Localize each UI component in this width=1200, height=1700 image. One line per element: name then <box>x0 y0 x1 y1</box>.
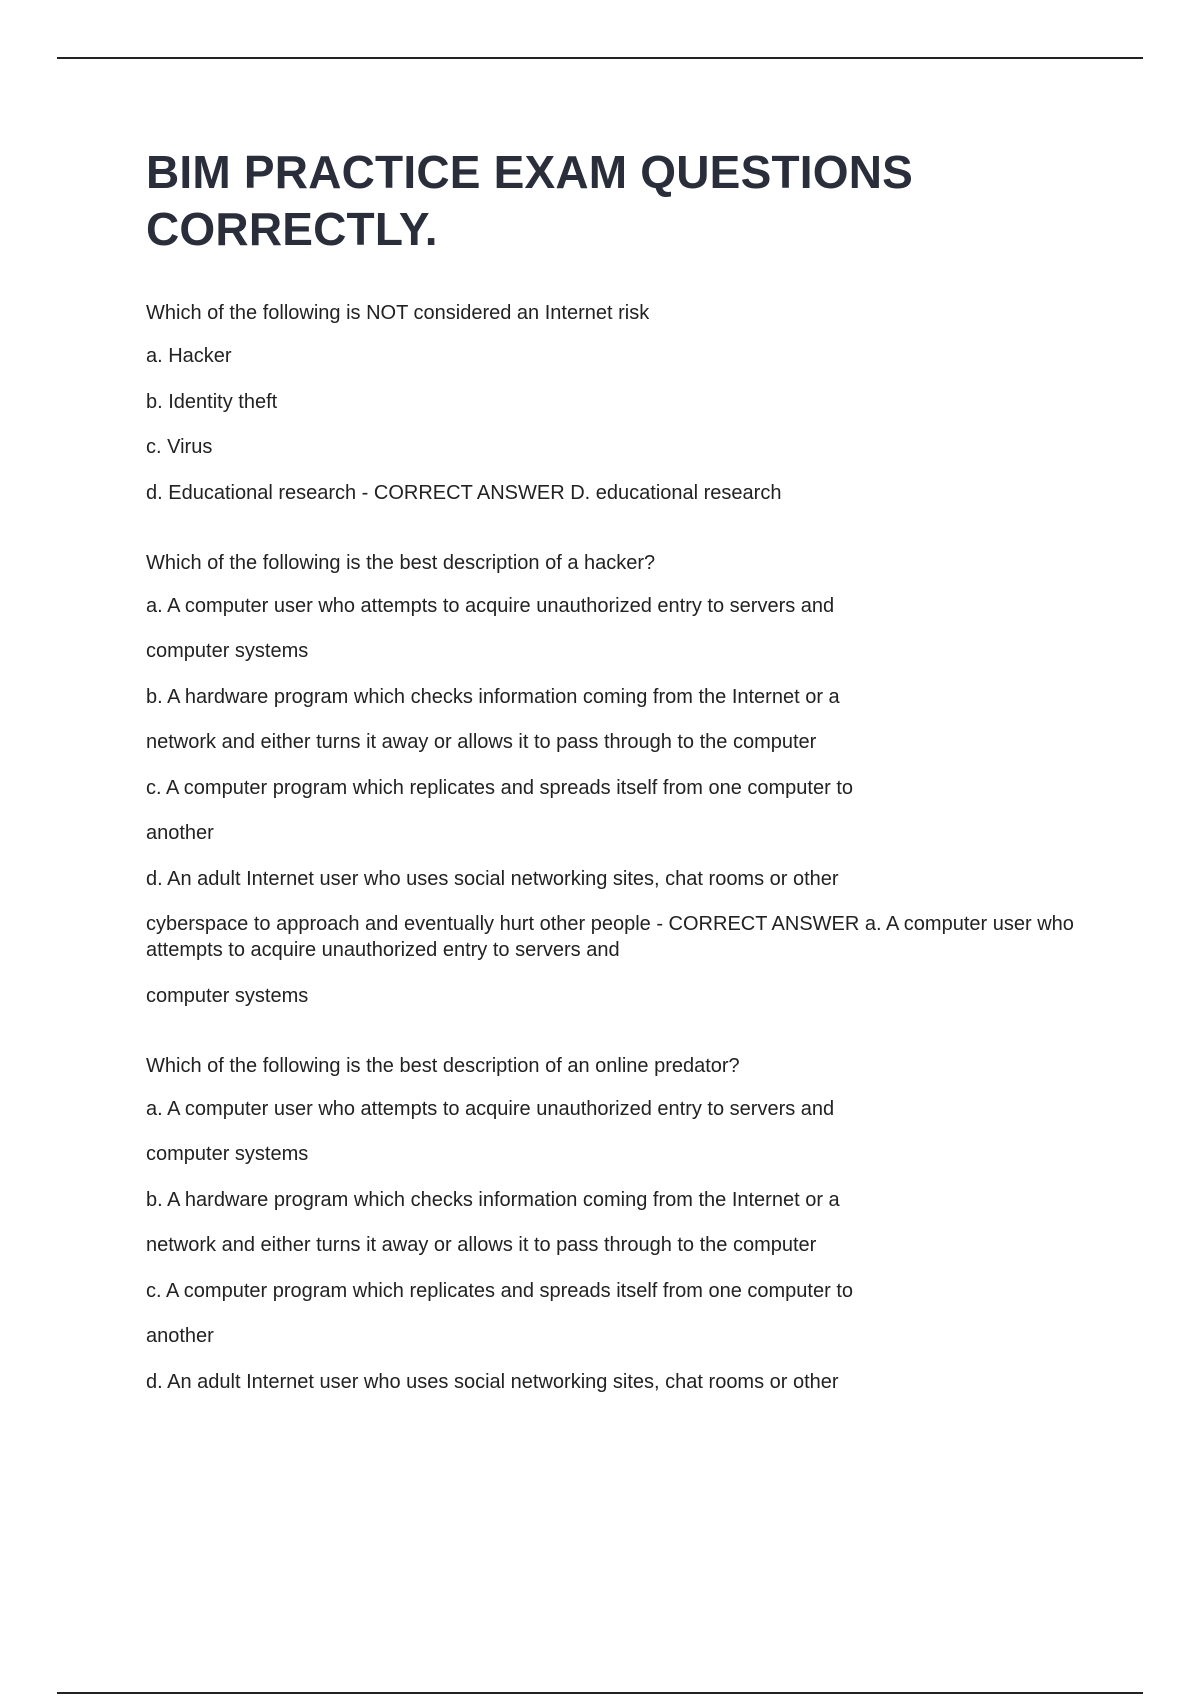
answer-option-continuation: another <box>146 1325 214 1347</box>
question-text: Which of the following is the best description of a hacker? <box>146 551 656 574</box>
document-body <box>146 300 1086 1395</box>
answer-option: a. A computer user who attempts to acquire unauthorized entry to servers and <box>146 1097 835 1120</box>
answer-option: d. An adult Internet user who uses social networking sites, chat rooms or other <box>146 1370 839 1393</box>
answer-option: b. A hardware program which checks information coming from the Internet or a <box>146 1188 840 1211</box>
answer-option-continuation: network and either turns it away or allows it to pass through to the computer <box>146 1234 817 1256</box>
answer-option: c. A computer program which replicates and spreads itself from one computer to <box>146 776 854 799</box>
page-title: BIM PRACTICE EXAM QUESTIONS CORRECTLY. <box>146 146 914 255</box>
question-block-3 <box>146 1053 1086 1395</box>
question-text: Which of the following is the best description of an online predator? <box>146 1054 740 1077</box>
header-rule <box>57 57 1143 59</box>
answer-option-with-correct-answer: cyberspace to approach and eventually hurt other people - CORRECT ANSWER a. A computer user who attempts to acquire unauthorized entry to servers and <box>146 913 1074 961</box>
question-text: Which of the following is NOT considered an Internet risk <box>146 302 650 324</box>
answer-option: d. An adult Internet user who uses social networking sites, chat rooms or other <box>146 867 839 890</box>
question-block-1 <box>146 300 1086 506</box>
answer-option: c. A computer program which replicates and spreads itself from one computer to <box>146 1279 854 1302</box>
answer-option: b. Identity theft <box>146 390 278 413</box>
answer-option: b. A hardware program which checks information coming from the Internet or a <box>146 685 840 708</box>
answer-option-continuation: computer systems <box>146 984 309 1007</box>
footer-rule <box>57 1692 1143 1694</box>
question-block-2 <box>146 550 1086 1009</box>
answer-option-continuation: network and either turns it away or allows it to pass through to the computer <box>146 731 817 753</box>
answer-option: a. A computer user who attempts to acquire unauthorized entry to servers and <box>146 594 835 617</box>
answer-option: c. Virus <box>146 436 213 458</box>
answer-option-continuation: computer systems <box>146 640 309 662</box>
answer-option-continuation: another <box>146 822 214 844</box>
answer-option-with-correct-answer: d. Educational research - CORRECT ANSWER D. educational research <box>146 481 782 504</box>
answer-option-continuation: computer systems <box>146 1143 309 1165</box>
answer-option: a. Hacker <box>146 345 232 367</box>
